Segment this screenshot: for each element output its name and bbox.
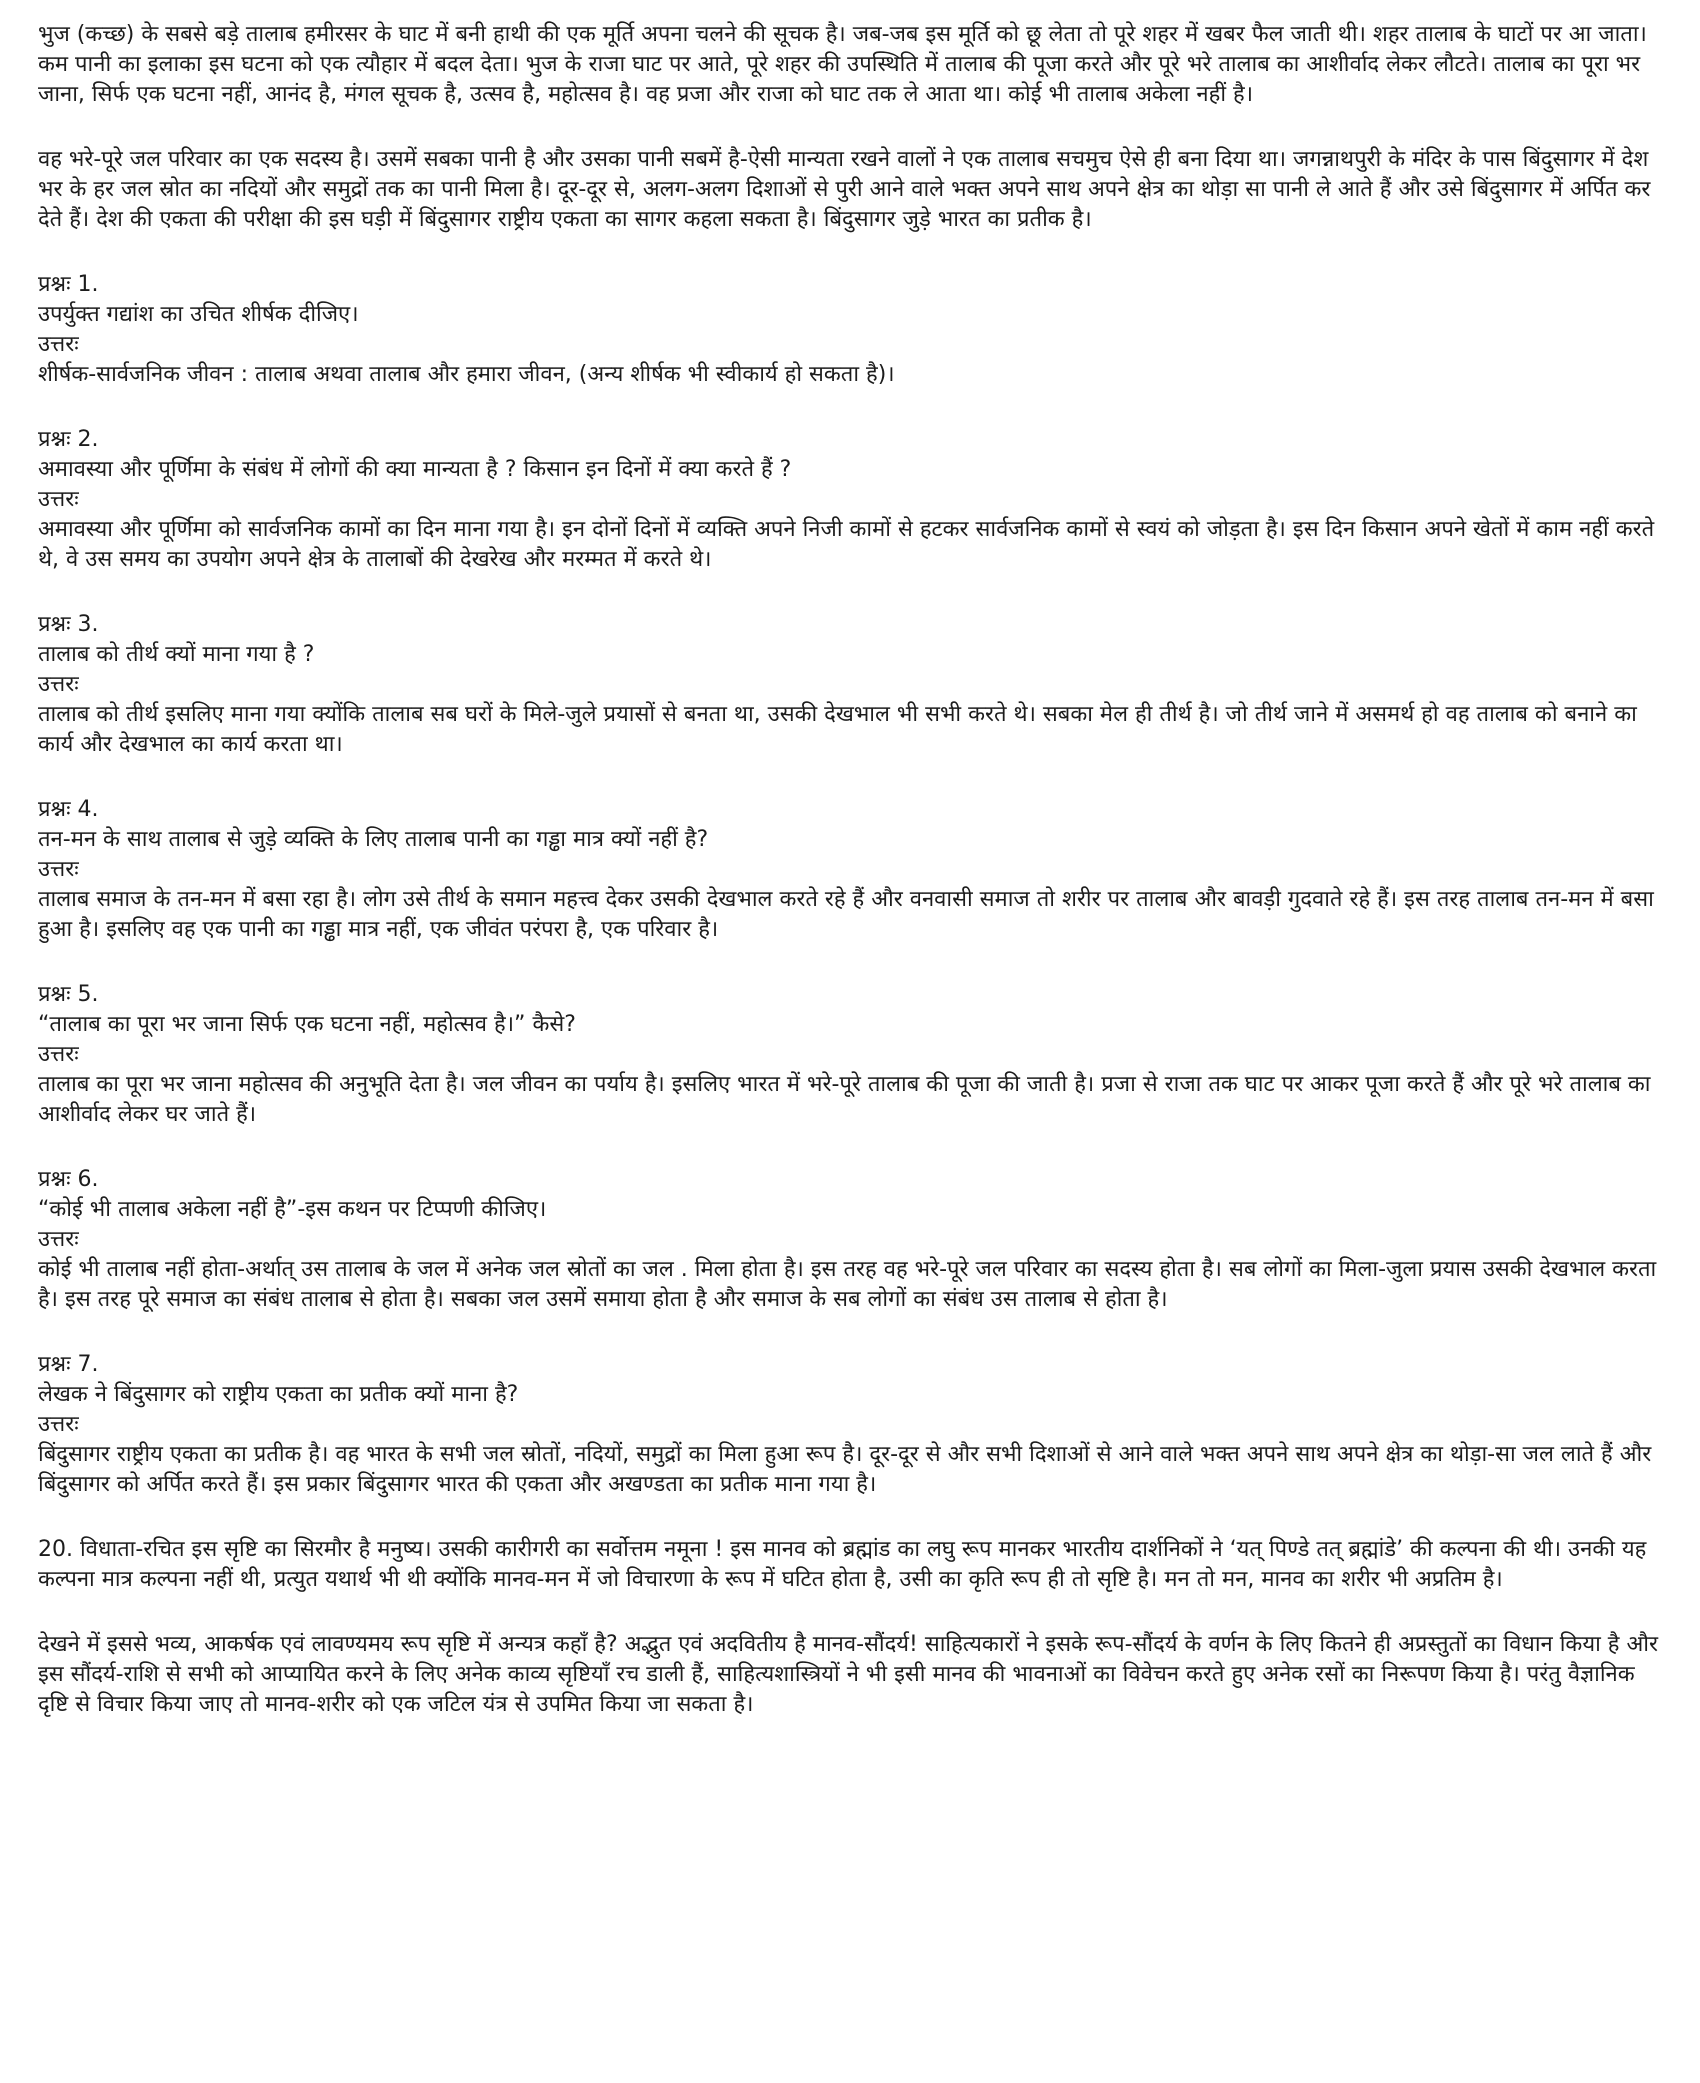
outro-paragraph-1: 20. विधाता-रचित इस सृष्टि का सिरमौर है मनुष्य। उसकी कारीगरी का सर्वोत्तम नमूना ! इस मानव को ब्रह्मांड का लघु रूप मानकर भारतीय दार्शनिकों ने ‘यत् पिण्डे तत् ब्रह्मांडे’ की कल्पना की थी। उनकी यह कल्पना मात्र कल्पना नहीं थी, प्रत्युत यथार्थ भी थी क्योंकि मानव-मन में जो विचारणा के रूप में घटित होता है, उसी का कृति रूप ही तो सृष्टि है। मन तो मन, मानव का शरीर भी अप्रतिम है। xyxy=(38,1537,1647,1592)
question-block-6 xyxy=(38,1165,1660,1315)
answer-label: उत्तरः xyxy=(38,332,79,357)
question-label: प्रश्नः 4. xyxy=(38,797,99,822)
answer-text: तालाब समाज के तन-मन में बसा रहा है। लोग उसे तीर्थ के समान महत्त्व देकर उसकी देखभाल करते रहे हैं और वनवासी समाज तो शरीर पर तालाब और बावड़ी गुदवाते रहे हैं। इस तरह तालाब तन-मन में बसा हुआ है। इसलिए वह एक पानी का गड्ढा मात्र नहीं, एक जीवंत परंपरा है, एक परिवार है। xyxy=(38,887,1654,942)
question-block-4 xyxy=(38,795,1660,945)
question-label: प्रश्नः 6. xyxy=(38,1167,99,1192)
answer-text: अमावस्या और पूर्णिमा को सार्वजनिक कामों का दिन माना गया है। इन दोनों दिनों में व्यक्ति अपने निजी कामों से हटकर सार्वजनिक कामों से स्वयं को जोड़ता है। इस दिन किसान अपने खेतों में काम नहीं करते थे, वे उस समय का उपयोग अपने क्षेत्र के तालाबों की देखरेख और मरम्मत में करते थे। xyxy=(38,517,1655,572)
intro-paragraph-2: वह भरे-पूरे जल परिवार का एक सदस्य है। उसमें सबका पानी है और उसका पानी सबमें है-ऐसी मान्यता रखने वालों ने एक तालाब सचमुच ऐसे ही बना दिया था। जगन्नाथपुरी के मंदिर के पास बिंदुसागर में देश भर के हर जल स्रोत का नदियों और समुद्रों तक का पानी मिला है। दूर-दूर से, अलग-अलग दिशाओं से पुरी आने वाले भक्त अपने साथ अपने क्षेत्र का थोड़ा सा पानी ले आते हैं और उसे बिंदुसागर में अर्पित कर देते हैं। देश की एकता की परीक्षा की इस घड़ी में बिंदुसागर राष्ट्रीय एकता का सागर कहला सकता है। बिंदुसागर जुड़े भारत का प्रतीक है। xyxy=(38,147,1651,232)
question-block-1 xyxy=(38,270,1660,390)
document-page xyxy=(38,20,1660,1755)
question-block-7 xyxy=(38,1350,1660,1500)
question-block-3 xyxy=(38,610,1660,760)
answer-label: उत्तरः xyxy=(38,1042,79,1067)
question-label: प्रश्नः 1. xyxy=(38,272,99,297)
question-label: प्रश्नः 7. xyxy=(38,1352,99,1377)
question-label: प्रश्नः 2. xyxy=(38,427,99,452)
outro-paragraph-2: देखने में इससे भव्य, आकर्षक एवं लावण्यमय रूप सृष्टि में अन्यत्र कहाँ है? अद्भुत एवं अदवितीय है मानव-सौंदर्य! साहित्यकारों ने इसके रूप-सौंदर्य के वर्णन के लिए कितने ही अप्रस्तुतों का विधान किया है और इस सौंदर्य-राशि से सभी को आप्यायित करने के लिए अनेक काव्य सृष्टियाँ रच डाली हैं, साहित्यशास्त्रियों ने भी इसी मानव की भावनाओं का विवेचन करते हुए अनेक रसों का निरूपण किया है। परंतु वैज्ञानिक दृष्टि से विचार किया जाए तो मानव-शरीर को एक जटिल यंत्र से उपमित किया जा सकता है। xyxy=(38,1632,1658,1717)
question-text: तन-मन के साथ तालाब से जुड़े व्यक्ति के लिए तालाब पानी का गड्ढा मात्र क्यों नहीं है? xyxy=(38,827,709,852)
answer-text: तालाब को तीर्थ इसलिए माना गया क्योंकि तालाब सब घरों के मिले-जुले प्रयासों से बनता था, उसकी देखभाल भी सभी करते थे। सबका मेल ही तीर्थ है। जो तीर्थ जाने में असमर्थ हो वह तालाब को बनाने का कार्य और देखभाल का कार्य करता था। xyxy=(38,702,1637,757)
question-block-5 xyxy=(38,980,1660,1130)
answer-label: उत्तरः xyxy=(38,487,79,512)
question-label: प्रश्नः 3. xyxy=(38,612,99,637)
question-block-2 xyxy=(38,425,1660,575)
question-text: “कोई भी तालाब अकेला नहीं है”-इस कथन पर टिप्पणी कीजिए। xyxy=(38,1197,547,1222)
question-text: अमावस्या और पूर्णिमा के संबंध में लोगों की क्या मान्यता है ? किसान इन दिनों में क्या करते हैं ? xyxy=(38,457,792,482)
intro-paragraph-1: भुज (कच्छ) के सबसे बड़े तालाब हमीरसर के घाट में बनी हाथी की एक मूर्ति अपना चलने की सूचक है। जब-जब इस मूर्ति को छू लेता तो पूरे शहर में खबर फैल जाती थी। शहर तालाब के घाटों पर आ जाता। कम पानी का इलाका इस घटना को एक त्यौहार में बदल देता। भुज के राजा घाट पर आते, पूरे शहर की उपस्थिति में तालाब की पूजा करते और पूरे भरे तालाब का आशीर्वाद लेकर लौटते। तालाब का पूरा भर जाना, सिर्फ एक घटना नहीं, आनंद है, मंगल सूचक है, उत्सव है, महोत्सव है। वह प्रजा और राजा को घाट तक ले आता था। कोई भी तालाब अकेला नहीं है। xyxy=(38,22,1647,107)
question-text: तालाब को तीर्थ क्यों माना गया है ? xyxy=(38,642,315,667)
question-label: प्रश्नः 5. xyxy=(38,982,99,1007)
answer-label: उत्तरः xyxy=(38,672,79,697)
answer-label: उत्तरः xyxy=(38,857,79,882)
answer-text: बिंदुसागर राष्ट्रीय एकता का प्रतीक है। वह भारत के सभी जल स्रोतों, नदियों, समुद्रों का मिला हुआ रूप है। दूर-दूर से और सभी दिशाओं से आने वाले भक्त अपने साथ अपने क्षेत्र का थोड़ा-सा जल लाते हैं और बिंदुसागर को अर्पित करते हैं। इस प्रकार बिंदुसागर भारत की एकता और अखण्डता का प्रतीक माना गया है। xyxy=(38,1442,1652,1497)
answer-text: शीर्षक-सार्वजनिक जीवन : तालाब अथवा तालाब और हमारा जीवन, (अन्य शीर्षक भी स्वीकार्य हो सकता है)। xyxy=(38,362,895,387)
answer-label: उत्तरः xyxy=(38,1227,79,1252)
answer-text: तालाब का पूरा भर जाना महोत्सव की अनुभूति देता है। जल जीवन का पर्याय है। इसलिए भारत में भरे-पूरे तालाब की पूजा की जाती है। प्रजा से राजा तक घाट पर आकर पूजा करते हैं और पूरे भरे तालाब का आशीर्वाद लेकर घर जाते हैं। xyxy=(38,1072,1651,1127)
answer-text: कोई भी तालाब नहीं होता-अर्थात् उस तालाब के जल में अनेक जल स्रोतों का जल . मिला होता है। इस तरह वह भरे-पूरे जल परिवार का सदस्य होता है। सब लोगों का मिला-जुला प्रयास उसकी देखभाल करता है। इस तरह पूरे समाज का संबंध तालाब से होता है। सबका जल उसमें समाया होता है और समाज के सब लोगों का संबंध उस तालाब से होता है। xyxy=(38,1257,1657,1312)
question-text: लेखक ने बिंदुसागर को राष्ट्रीय एकता का प्रतीक क्यों माना है? xyxy=(38,1382,519,1407)
question-text: उपर्युक्त गद्यांश का उचित शीर्षक दीजिए। xyxy=(38,302,359,327)
answer-label: उत्तरः xyxy=(38,1412,79,1437)
question-text: “तालाब का पूरा भर जाना सिर्फ एक घटना नहीं, महोत्सव है।” कैसे? xyxy=(38,1012,576,1037)
